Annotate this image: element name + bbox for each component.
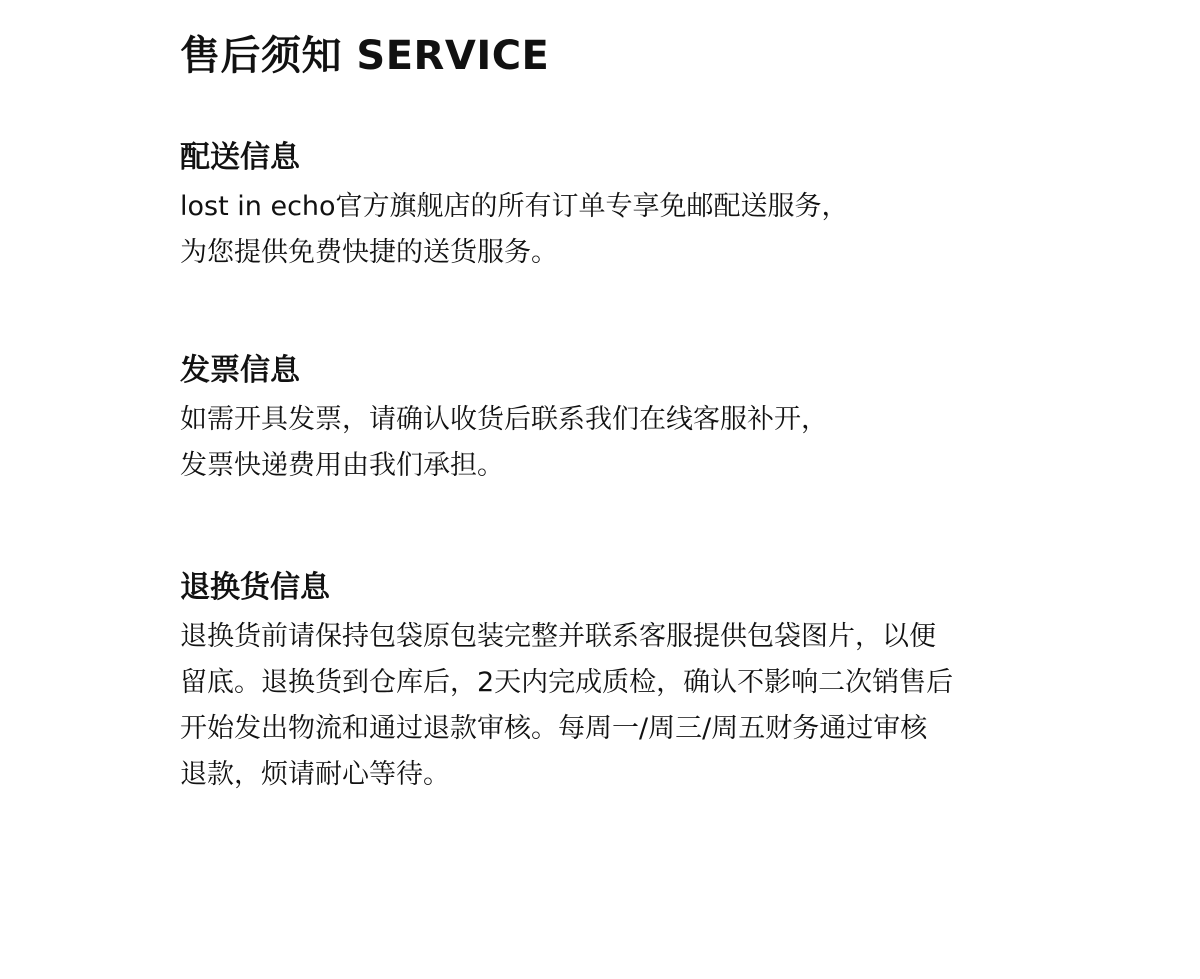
shipping-info-heading: 配送信息: [180, 140, 300, 175]
invoice-info-text: [180, 397, 1040, 489]
shipping-info-text: [180, 184, 1040, 276]
text-line: 发票快递费用由我们承担。: [180, 450, 504, 481]
returns-info-heading: 退换货信息: [180, 570, 330, 605]
text-line: 如需开具发票，请确认收货后联系我们在线客服补开，: [180, 404, 828, 435]
after-sales-notice: [180, 0, 1040, 790]
text-line: 留底。退换货到仓库后，2天内完成质检，确认不影响二次销售后: [180, 667, 954, 698]
invoice-info-heading: 发票信息: [180, 353, 300, 388]
text-line: 退换货前请保持包袋原包装完整并联系客服提供包袋图片，以便: [180, 621, 936, 652]
text-line: 为您提供免费快捷的送货服务。: [180, 237, 558, 268]
text-line: 开始发出物流和通过退款审核。每周一/周三/周五财务通过审核: [180, 713, 928, 744]
returns-info-text: [180, 614, 1040, 798]
returns-info-section: [180, 568, 1040, 798]
invoice-info-section: [180, 351, 1040, 489]
text-line: 退款，烦请耐心等待。: [180, 759, 450, 790]
page-title: 售后须知 SERVICE: [180, 33, 550, 79]
text-line: lost in echo官方旗舰店的所有订单专享免邮配送服务，: [180, 191, 849, 222]
shipping-info-section: [180, 138, 1040, 276]
